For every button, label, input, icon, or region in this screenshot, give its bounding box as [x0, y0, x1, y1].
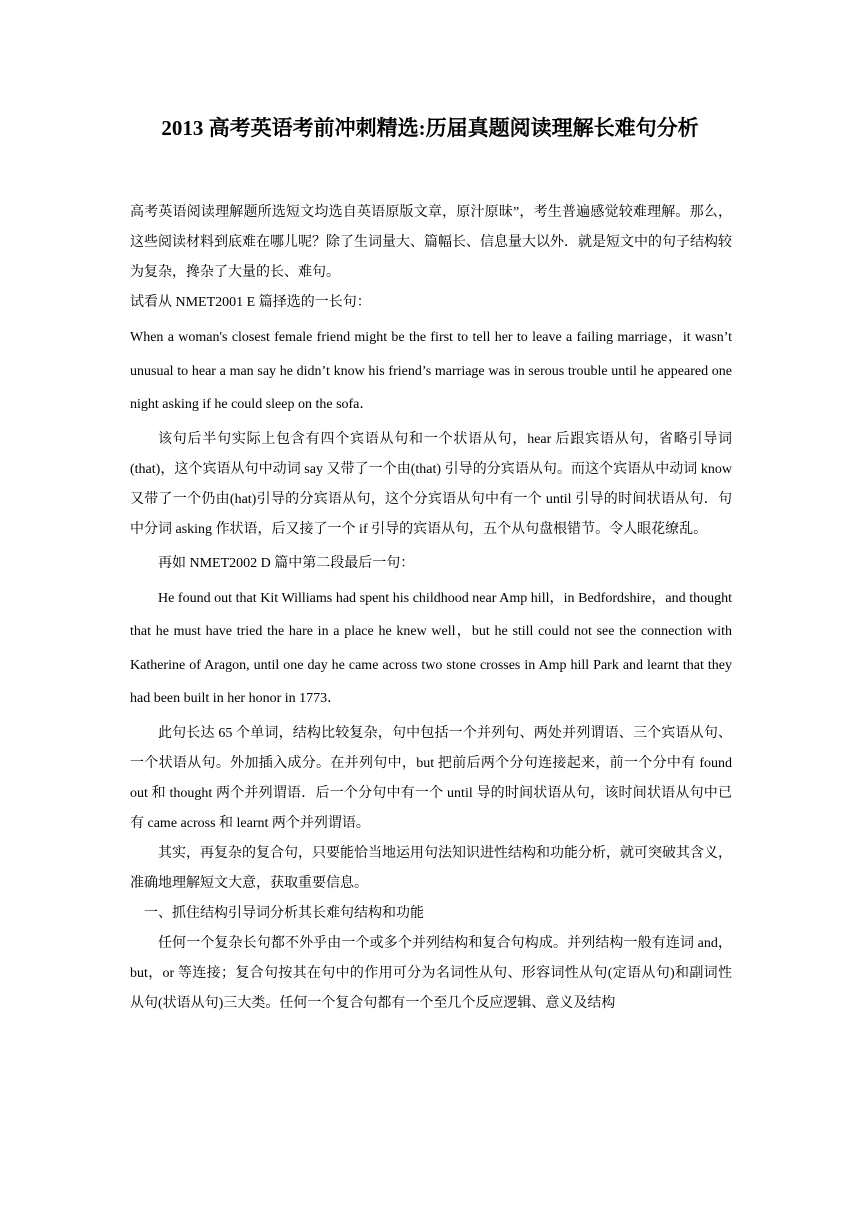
paragraph-example-2-sentence: He found out that Kit Williams had spent his childhood near Amp hill，in Bedfordshire，and thought that he must have tried the hare in a place he knew well，but he still could not see the connection with Katherine of Aragon, until one day he came across two stone crosses in Amp hill Park and learnt that they had been built in her honor in 1773． [130, 590, 732, 706]
paragraph-example-2-lead: 再如 NMET2002 D 篇中第二段最后一句： [158, 555, 415, 571]
paragraph-intro: 高考英语阅读理解题所选短文均选自英语原版文章，原汁原昧”，考生普遍感觉较难理解。那么，这些阅读材料到底难在哪儿呢？除了生词量大、篇幅长、信息量大以外．就是短文中的句子结构较为复杂，搀杂了大量的长、难句。 [130, 205, 732, 280]
paragraph-example-1-sentence: When a woman's closest female friend might be the first to tell her to leave a failing marriage，it wasn’t unusual to hear a man say he didn’t know his friend’s marriage was in serous trouble until he appeared one night asking if he could sleep on the sofa． [130, 330, 732, 412]
paragraph-example-1-lead: 试看从 NMET2001 E 篇择选的一长句： [130, 295, 371, 310]
paragraph-example-1-analysis: 该句后半句实际上包含有四个宾语从句和一个状语从句，hear 后跟宾语从句，省略引导词(that)，这个宾语从句中动词 say 又带了一个由(that) 引导的分宾语从句。而这个宾语从中动词 know 又带了一个仍由(hat)引导的分宾语从句，这个分宾语从句中有一个 until 引导的时间状语从句．句中分词 asking 作状语，后又接了一个 if 引导的宾语从句，五个从句盘根错节。令人眼花缭乱。 [130, 431, 732, 537]
paragraph-section-1-body: 任何一个复杂长句都不外乎由一个或多个并列结构和复合句构成。并列结构一般有连词 and，but，or 等连接；复合句按其在句中的作用可分为名词性从句、形容词性从句(定语从句)和副词性从句(状语从句)三大类。任何一个复合句都有一个至几个反应逻辑、意义及结构 [130, 935, 732, 1011]
document-title: 2013 高考英语考前冲刺精选:历届真题阅读理解长难句分析 [161, 116, 699, 140]
paragraph-summary: 其实，再复杂的复合句，只要能恰当地运用句法知识进性结构和功能分析，就可突破其含义，准确地理解短文大意，获取重要信息。 [130, 845, 732, 891]
document-body [130, 198, 732, 1019]
paragraph-example-2-analysis: 此句长达 65 个单词，结构比较复杂，句中包括一个并列句、两处并列谓语、三个宾语从句、一个状语从句。外加插入成分。在并列句中，but 把前后两个分句连接起来，前一个分中有 found out 和 thought 两个并列谓语．后一个分句中有一个 until 导的时间状语从句，该时间状语从句中已有 came across 和 learnt 两个并列谓语。 [130, 725, 732, 831]
section-heading-1: 一、抓住结构引导词分析其长难句结构和功能 [144, 905, 424, 921]
